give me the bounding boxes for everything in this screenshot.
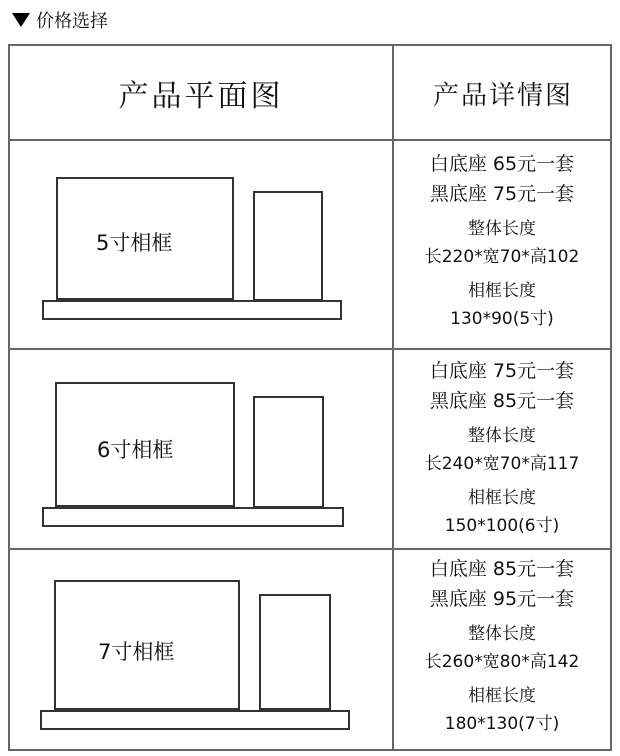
section-title: 价格选择 bbox=[36, 11, 108, 32]
large-frame-drawing bbox=[54, 580, 240, 710]
table-row bbox=[10, 550, 610, 751]
overall-size-label: 整体长度 bbox=[468, 624, 536, 644]
frame-size: 150*100(6寸) bbox=[444, 516, 560, 536]
small-frame-drawing bbox=[253, 396, 324, 508]
overall-size: 长240*宽70*高117 bbox=[424, 454, 580, 474]
frame-size: 180*130(7寸) bbox=[444, 714, 560, 734]
large-frame-drawing bbox=[56, 177, 234, 300]
triangle-down-icon bbox=[12, 13, 30, 27]
black-base-price: 黑底座 85元一套 bbox=[429, 390, 575, 412]
overall-size: 长260*宽80*高142 bbox=[424, 652, 580, 672]
base-drawing bbox=[40, 710, 350, 730]
frame-size-label: 相框长度 bbox=[468, 686, 536, 706]
header-plan-view: 产品平面图 bbox=[118, 79, 284, 114]
table-row bbox=[10, 350, 610, 548]
base-drawing bbox=[42, 300, 342, 320]
frame-size: 130*90(5寸) bbox=[450, 309, 554, 329]
frame-label: 7寸相框 bbox=[98, 640, 175, 664]
large-frame-drawing bbox=[55, 382, 235, 507]
frame-size-label: 相框长度 bbox=[468, 488, 536, 508]
detail-info bbox=[394, 554, 610, 738]
overall-size-label: 整体长度 bbox=[468, 219, 536, 239]
frame-label: 6寸相框 bbox=[97, 438, 174, 462]
black-base-price: 黑底座 75元一套 bbox=[429, 183, 575, 205]
price-table bbox=[8, 44, 612, 751]
white-base-price: 白底座 75元一套 bbox=[429, 360, 575, 382]
header-detail-view: 产品详情图 bbox=[432, 80, 573, 111]
black-base-price: 黑底座 95元一套 bbox=[429, 588, 575, 610]
small-frame-drawing bbox=[259, 594, 331, 710]
overall-size-label: 整体长度 bbox=[468, 426, 536, 446]
detail-info bbox=[394, 356, 610, 540]
detail-info bbox=[394, 149, 610, 333]
small-frame-drawing bbox=[253, 191, 323, 301]
white-base-price: 白底座 65元一套 bbox=[429, 153, 575, 175]
table-row bbox=[10, 141, 610, 348]
frame-label: 5寸相框 bbox=[96, 231, 173, 255]
section-header bbox=[12, 8, 108, 32]
white-base-price: 白底座 85元一套 bbox=[429, 558, 575, 580]
overall-size: 长220*宽70*高102 bbox=[424, 247, 580, 267]
frame-size-label: 相框长度 bbox=[468, 281, 536, 301]
base-drawing bbox=[42, 507, 344, 527]
